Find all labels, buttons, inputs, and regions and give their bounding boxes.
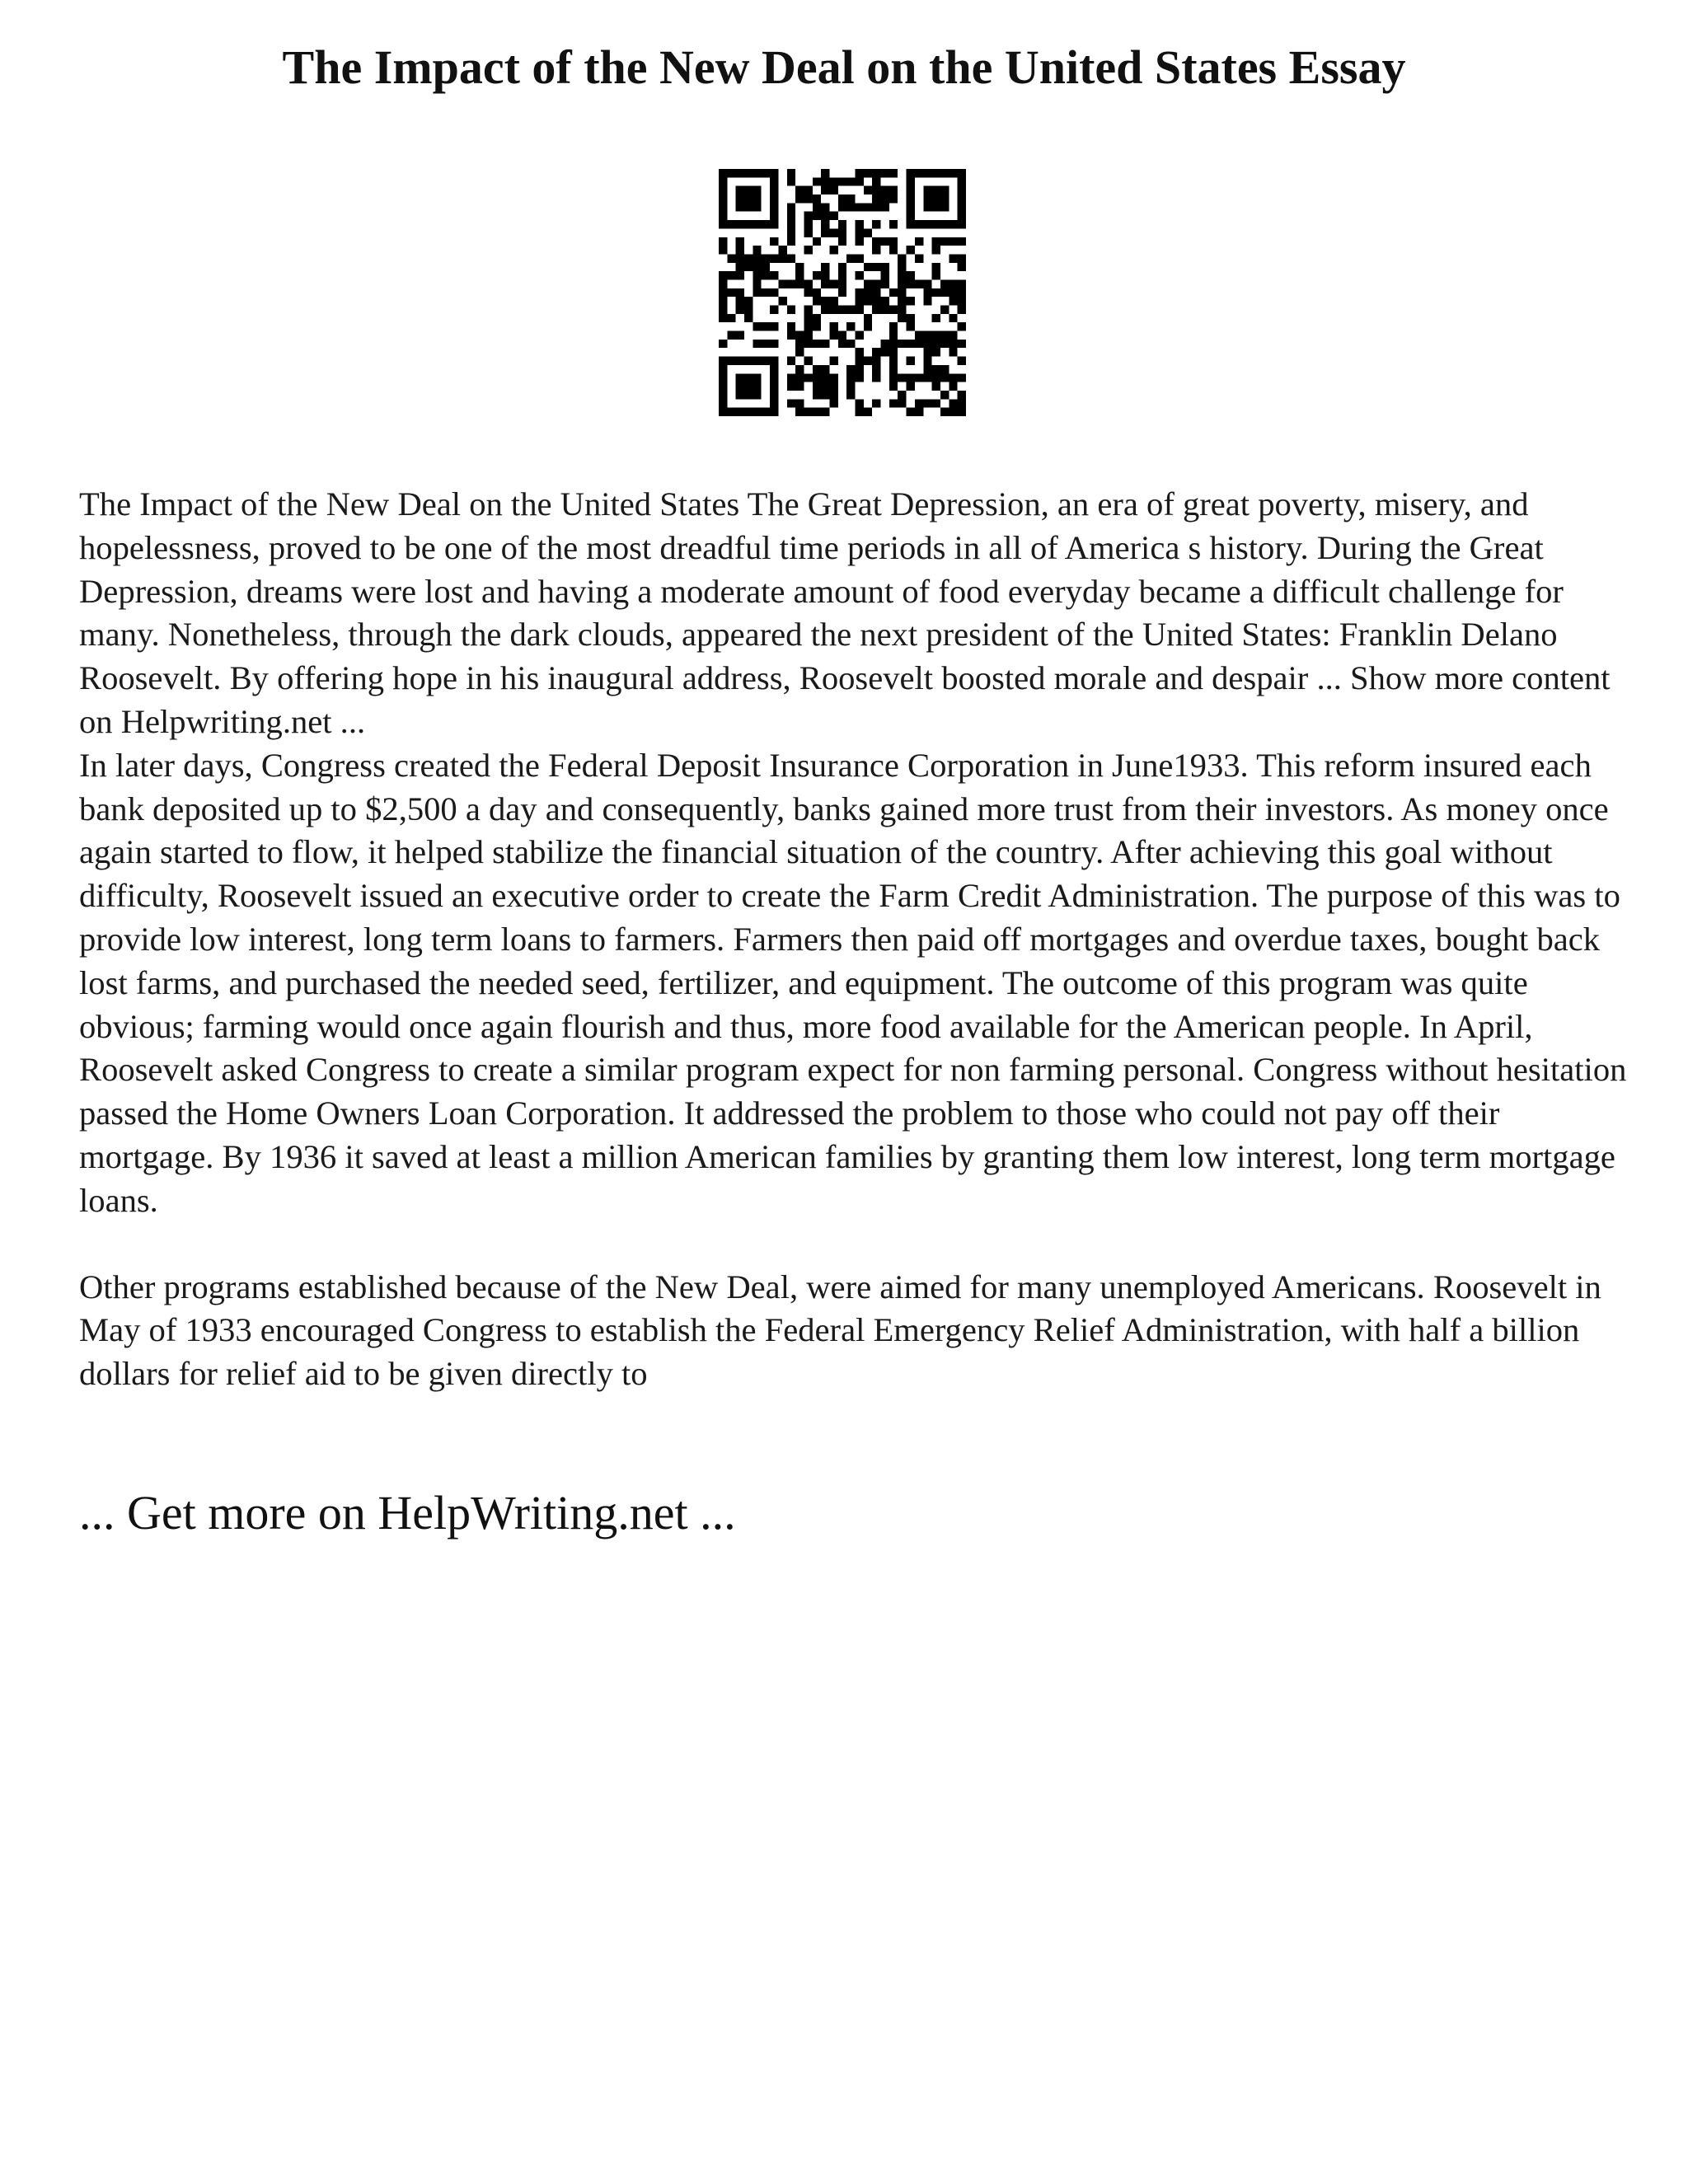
page-title: The Impact of the New Deal on the United States Essay xyxy=(282,40,1406,94)
qr-code-icon[interactable] xyxy=(719,169,966,416)
paragraph-reforms: In later days, Congress created the Federal Deposit Insurance Corporation in June1933. This reform insured each bank deposited up to $2,500 a day and consequently, banks gained more trust from their investors. As money once again started to flow, it helped stabilize the financial situation of the country. After achieving this goal without difficulty, Roosevelt issued an executive order to create the Farm Credit Administration. The purpose of this was to provide low interest, long term loans to farmers. Farmers then paid off mortgages and overdue taxes, bought back lost farms, and purchased the needed seed, fertilizer, and equipment. The outcome of this program was quite obvious; farming would once again flourish and thus, more food available for the American people. In April, Roosevelt asked Congress to create a similar program expect for non farming personal. Congress without hesitation passed the Home Owners Loan Corporation. It addressed the problem to those who could not pay off their mortgage. By 1936 it saved at least a million American families by granting them low interest, long term mortgage loans. xyxy=(79,746,1627,1219)
essay-body xyxy=(79,483,1629,1396)
paragraph-programs: Other programs established because of the New Deal, were aimed for many unemployed Americans. Roosevelt in May of 1933 encouraged Congress to establish the Federal Emergency Relief Administration, with half a billion dollars for relief aid to be given directly to xyxy=(79,1268,1601,1393)
get-more-link[interactable]: ... Get more on HelpWriting.net ... xyxy=(79,1486,736,1540)
paragraph-intro: The Impact of the New Deal on the United States The Great Depression, an era of great poverty, misery, and hopelessness, proved to be one of the most dreadful time periods in all of America s history. During the Great Depression, dreams were lost and having a moderate amount of food everyday became a difficult challenge for many. Nonetheless, through the dark clouds, appeared the next president of the United States: Franklin Delano Roosevelt. By offering hope in his inaugural address, Roosevelt boosted morale and despair ... Show more content on Helpwriting.net ... xyxy=(79,485,1611,740)
